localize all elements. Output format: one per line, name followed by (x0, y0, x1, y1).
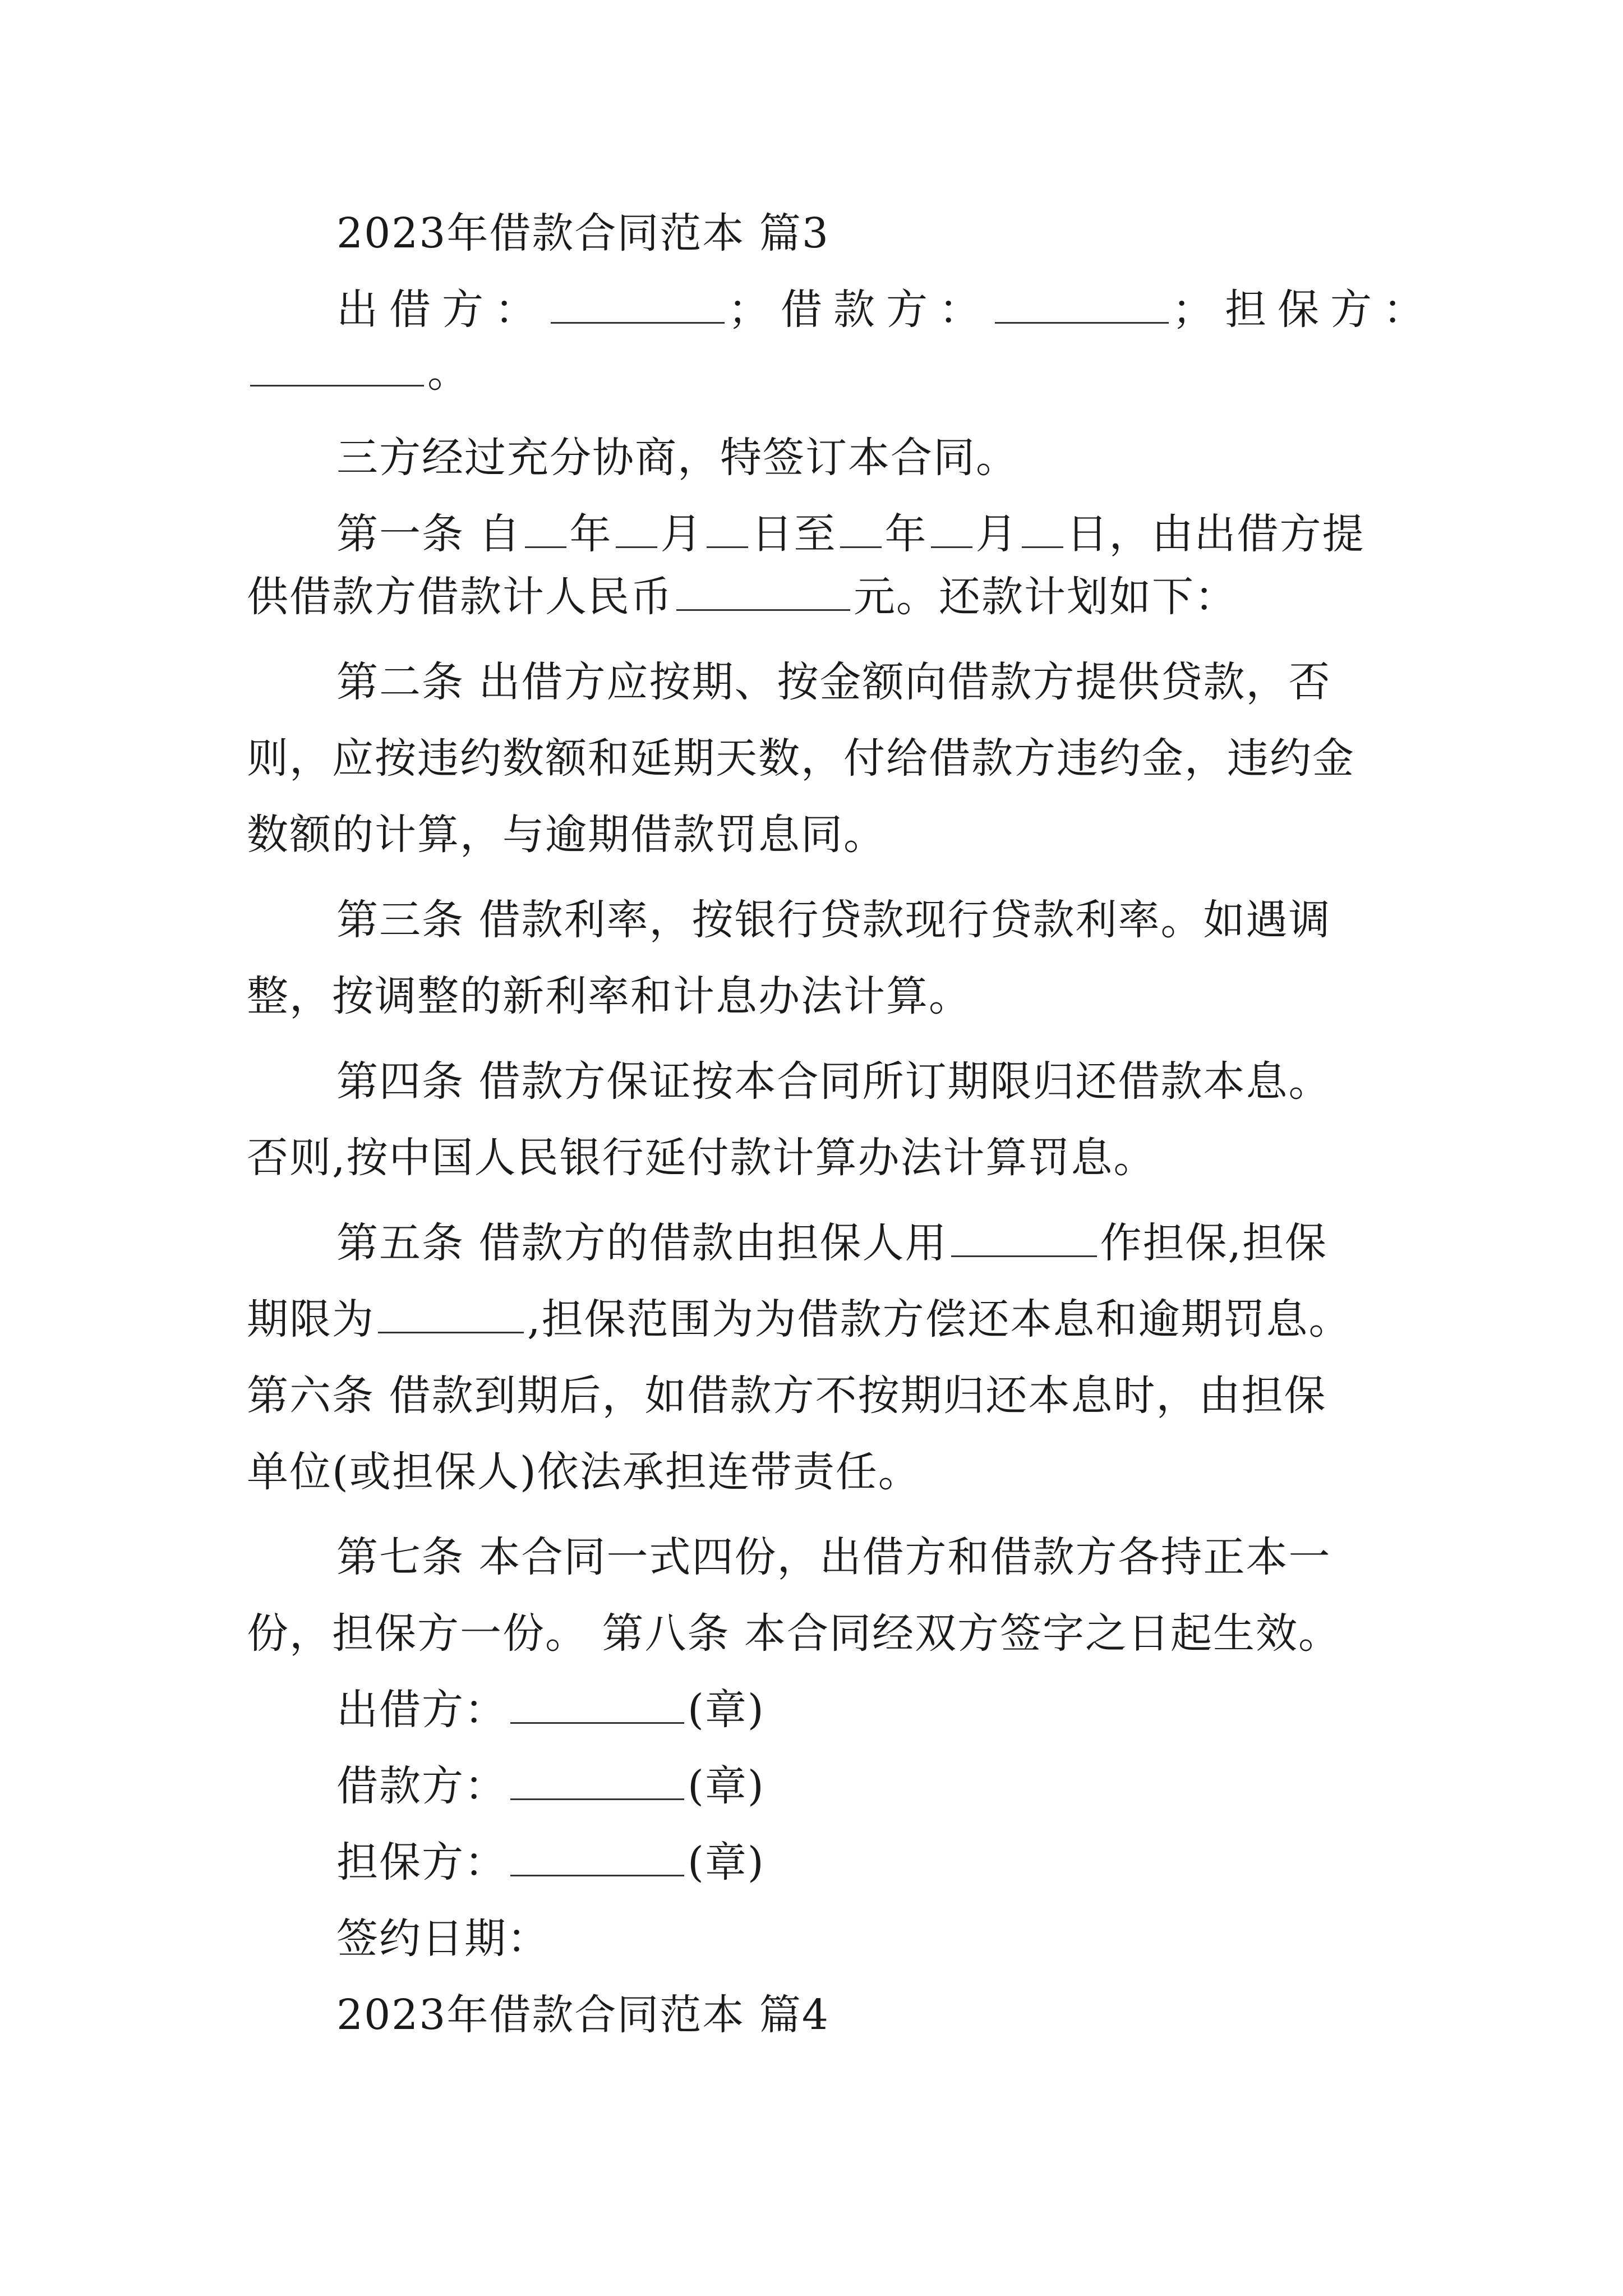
month-blank (931, 507, 972, 548)
month-blank (616, 507, 657, 548)
article-5-text: 作担保,担保 (1100, 1219, 1328, 1267)
seal-text: (章) (688, 1762, 765, 1810)
signature-blank (510, 1683, 684, 1724)
signature-guarantor (247, 1831, 1391, 1894)
day-blank (707, 507, 748, 548)
separator: ； (728, 286, 781, 334)
article-6-line-1: 第六条 借款到期后，如借款方不按期归还本息时，由担保 (247, 1372, 1327, 1420)
seal-text: (章) (688, 1838, 765, 1887)
year-text: 年 (569, 510, 612, 558)
period: 。 (427, 348, 470, 397)
article-7-line-1: 第七条 本合同一式四份，出借方和借款方各持正本一 (336, 1533, 1331, 1581)
document-page (247, 202, 1436, 2046)
article-1-text: 元。还款计划如下： (854, 573, 1237, 621)
day-blank (1022, 507, 1063, 548)
sign-date: 签约日期： (336, 1915, 550, 1963)
lender-label: 出借方： (336, 286, 547, 334)
article-4-line-2: 否则,按中国人民银行延付款计算办法计算罚息。 (247, 1134, 1156, 1182)
month-text: 月 (975, 510, 1018, 558)
article-2-line-1: 第二条 出借方应按期、按金额向借款方提供贷款，否 (336, 658, 1331, 706)
collateral-blank (951, 1216, 1097, 1257)
article-1-line-2 (247, 565, 1391, 628)
month-text: 月 (660, 510, 703, 558)
separator: ； (1172, 286, 1225, 334)
article-5-text: ,担保范围为为借款方偿还本息和逾期罚息。 (527, 1295, 1352, 1343)
day-text: 日，由出借方提 (1066, 510, 1365, 558)
article-5-text: 期限为 (247, 1295, 375, 1343)
borrower-label: 借款方： (781, 286, 992, 334)
guarantor-blank-line (247, 341, 1391, 404)
article-1-line-1 (247, 503, 1391, 565)
seal-text: (章) (688, 1686, 765, 1734)
section-heading-3: 2023年借款合同范本 篇3 (336, 209, 829, 257)
article-7-line-2: 份，担保方一份。 第八条 本合同经双方签字之日起生效。 (247, 1609, 1341, 1658)
article-5-line-1 (247, 1212, 1391, 1274)
amount-blank (676, 570, 850, 611)
year-text: 年 (884, 510, 928, 558)
article-1-text: 供借款方借款计人民币 (247, 573, 673, 621)
signature-blank (510, 1835, 684, 1876)
year-blank (840, 507, 882, 548)
article-2-line-3: 数额的计算，与逾期借款罚息同。 (247, 811, 886, 859)
lender-blank (551, 283, 725, 324)
day-text: 日至 (751, 510, 837, 558)
article-3-line-1: 第三条 借款利率，按银行贷款现行贷款利率。如遇调 (336, 896, 1331, 944)
year-blank (525, 507, 566, 548)
signature-label: 担保方： (336, 1838, 507, 1887)
signature-lender (247, 1678, 1391, 1741)
borrower-blank (995, 283, 1169, 324)
article-1-text: 第一条 自 (336, 510, 522, 558)
article-5-line-2 (247, 1288, 1391, 1351)
signature-label: 出借方： (336, 1686, 507, 1734)
article-4-line-1: 第四条 借款方保证按本合同所订期限归还借款本息。 (336, 1057, 1331, 1106)
term-blank (378, 1292, 524, 1333)
article-3-line-2: 整，按调整的新利率和计息办法计算。 (247, 972, 971, 1020)
guarantor-blank (250, 346, 424, 386)
signature-label: 借款方： (336, 1762, 507, 1810)
article-6-line-2: 单位(或担保人)依法承担连带责任。 (247, 1448, 921, 1496)
intro-paragraph: 三方经过充分协商，特签订本合同。 (336, 434, 1018, 482)
article-5-text: 第五条 借款方的借款由担保人用 (336, 1219, 948, 1267)
signature-borrower (247, 1755, 1391, 1818)
signature-blank (510, 1759, 684, 1800)
guarantor-label: 担保方： (1225, 286, 1436, 334)
article-2-line-2: 则，应按违约数额和延期天数，付给借款方违约金，违约金 (247, 734, 1355, 783)
section-heading-4: 2023年借款合同范本 篇4 (336, 1991, 829, 2039)
parties-line (247, 278, 1436, 341)
